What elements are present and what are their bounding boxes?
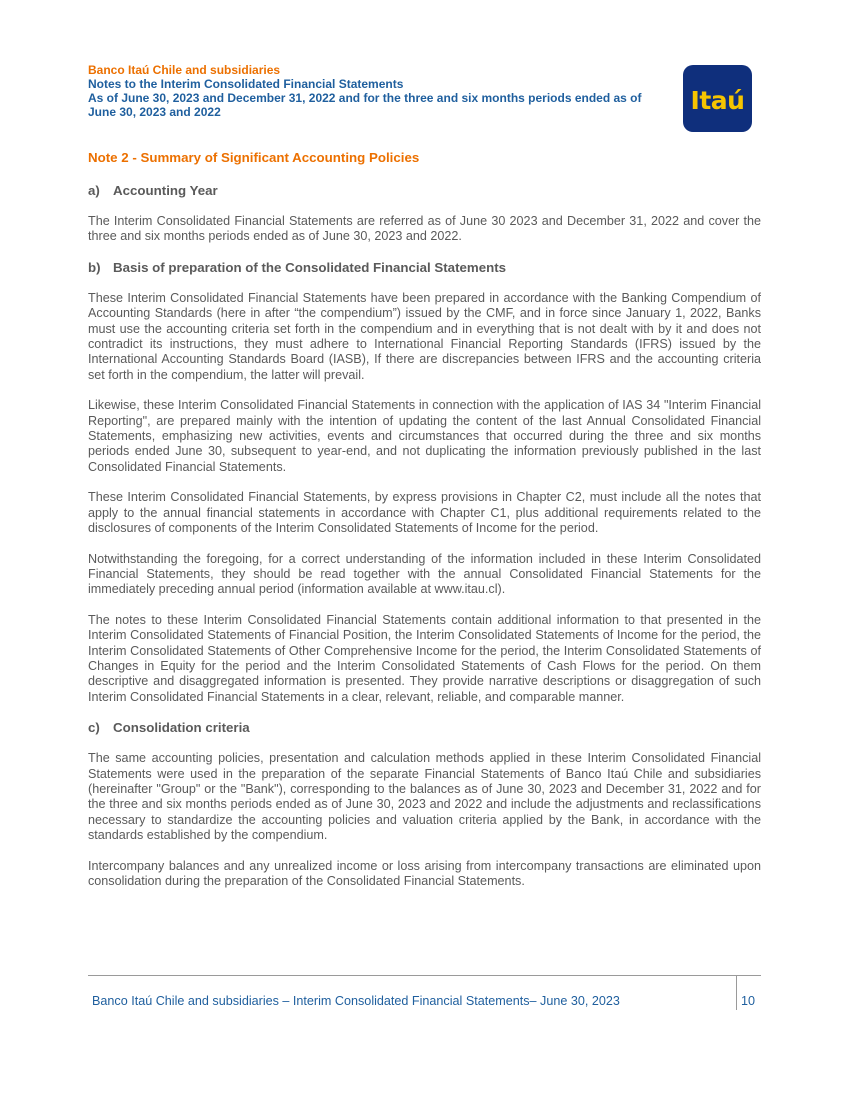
footer-separator bbox=[736, 976, 737, 1010]
section-letter: a) bbox=[88, 183, 100, 198]
section-letter: b) bbox=[88, 259, 101, 275]
footer-divider bbox=[88, 975, 761, 976]
section-heading-b bbox=[88, 260, 761, 276]
section-heading-c bbox=[88, 720, 761, 736]
footer-text: Banco Itaú Chile and subsidiaries – Interim Consolidated Financial Statements– June 30, 2023 bbox=[92, 994, 620, 1008]
section-heading-a bbox=[88, 183, 761, 199]
header-line-3: June 30, 2023 and 2022 bbox=[88, 105, 221, 119]
paragraph: These Interim Consolidated Financial Statements have been prepared in accordance with the Banking Compendium of Accounting Standards (here in after “the compendium”) issued by the CMF, and in force since January 1, 2022, Banks must use the accounting criteria set forth in the compendium and in everything that is not dealt with by it and does not contradict its instructions, they must adhere to International Financial Reporting Standards (IFRS) issued by the International Accounting Standards Board (IASB), If there are discrepancies between IFRS and the accounting criteria set forth in the compendium, the latter will prevail. bbox=[88, 290, 761, 382]
page-header bbox=[88, 63, 668, 119]
paragraph: Intercompany balances and any unrealized income or loss arising from intercompany transactions are eliminated upon consolidation during the preparation of the Consolidated Financial Statements. bbox=[88, 858, 761, 888]
logo-text: Itaú bbox=[690, 86, 745, 115]
company-name: Banco Itaú Chile and subsidiaries bbox=[88, 63, 281, 77]
paragraph: The notes to these Interim Consolidated Financial Statements contain additional information to that presented in the Interim Consolidated Statements of Financial Position, the Interim Consolidated Statements of Income for the period, the Interim Consolidated Statements of Other Comprehensive Income for the period, the Interim Consolidated Statements of Changes in Equity for the period and the Interim Consolidated Statements of Cash Flows for the period. On them descriptive and disaggregated information is presented. They provide narrative descriptions or disaggregation of such Interim Consolidated Financial Statements in a clear, relevant, reliable, and comparable manner. bbox=[88, 612, 761, 704]
section-title: Consolidation criteria bbox=[113, 720, 250, 736]
itau-logo bbox=[683, 65, 752, 132]
paragraph: The same accounting policies, presentation and calculation methods applied in these Interim Consolidated Financial Statements were used in the preparation of the separate Financial Statements of Banco Itaú Chile and subsidiaries (hereinafter "Group" or the "Bank"), corresponding to the balances as of June 30, 2023 and December 31, 2022 and for the three and six months periods ended as of June 30, 2023 and 2022 and include the adjustments and reclassifications necessary to standardize the accounting policies and valuation criteria applied by the Bank, in accordance with the standards established by the compendium. bbox=[88, 751, 761, 843]
header-line-2: As of June 30, 2023 and December 31, 2022 and for the three and six months periods ended as of bbox=[88, 91, 642, 105]
paragraph: The Interim Consolidated Financial Statements are referred as of June 30 2023 and December 31, 2022 and cover the three and six months periods ended as of June 30, 2023 and 2022. bbox=[88, 214, 761, 244]
header-line-1: Notes to the Interim Consolidated Financial Statements bbox=[88, 77, 404, 91]
page-number: 10 bbox=[741, 994, 756, 1008]
paragraph: Likewise, these Interim Consolidated Financial Statements in connection with the application of IAS 34 "Interim Financial Reporting", are prepared mainly with the intention of updating the content of the last Annual Consolidated Financial Statements, emphasizing new activities, events and circumstances that occurred during the three and six months periods ended June 30, subsequent to year-end, and not duplicating the information previously published in the last Consolidated Financial Statements. bbox=[88, 398, 761, 474]
paragraph: Notwithstanding the foregoing, for a correct understanding of the information included in these Interim Consolidated Financial Statements, they should be read together with the annual Consolidated Financial Statements for the immediately preceding annual period (information available at www.itau.cl). bbox=[88, 551, 761, 597]
paragraph: These Interim Consolidated Financial Statements, by express provisions in Chapter C2, must include all the notes that apply to the annual financial statements in accordance with Chapter C1, plus additional requirements related to the disclosures of components of the Interim Consolidated Statements of Income for the period. bbox=[88, 490, 761, 536]
section-letter: c) bbox=[88, 720, 100, 736]
section-title: Accounting Year bbox=[113, 183, 218, 198]
section-title: Basis of preparation of the Consolidated Financial Statements bbox=[113, 259, 507, 275]
note-title: Note 2 - Summary of Significant Accounting Policies bbox=[88, 150, 420, 165]
document-body bbox=[88, 150, 761, 904]
